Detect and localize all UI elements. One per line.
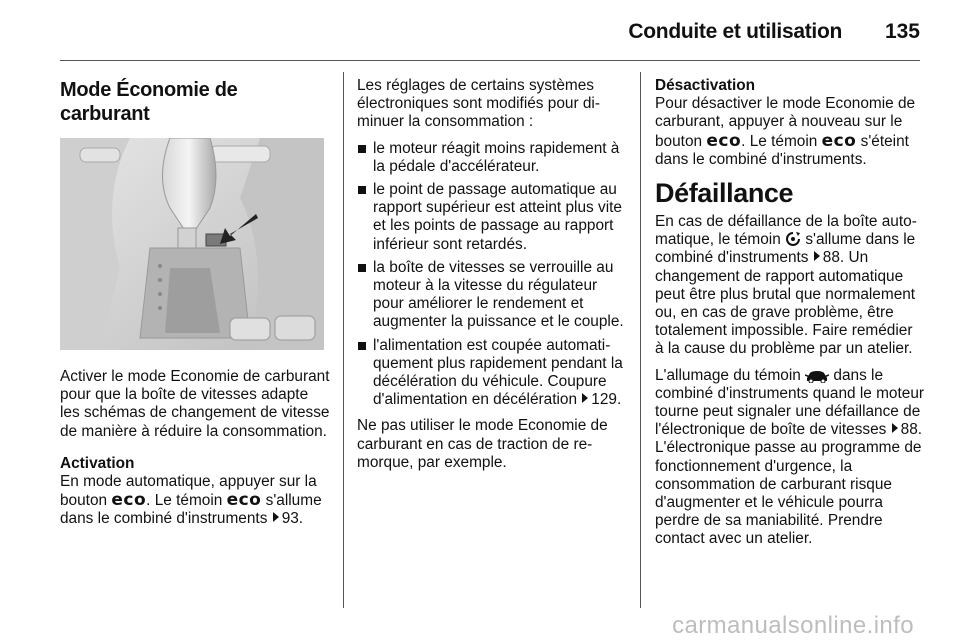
closing-paragraph: Ne pas utiliser le mode Economie de carburant en cas de traction de remorque, par exemple.	[357, 417, 608, 471]
settings-intro: Les réglages de certains systèmes électroniques sont modifiés pour diminuer la consommation :	[357, 77, 600, 131]
bullet-icon	[358, 145, 366, 153]
page-reference-icon	[273, 512, 279, 522]
car-warning-icon	[805, 369, 829, 383]
column-right	[655, 77, 925, 557]
warning-paragraph	[655, 367, 925, 549]
list-item-text: le moteur réagit moins rapidement à la pédale d'accélérateur.	[373, 139, 620, 175]
list-item	[357, 181, 627, 254]
deactivation-text-3: s'éteint dans le combiné d'instruments.	[655, 132, 909, 168]
gear-selector-illustration	[60, 138, 324, 350]
page-reference-icon	[582, 393, 588, 403]
page-reference-icon	[814, 251, 820, 261]
list-item	[357, 337, 627, 410]
warning-text-3: L'électronique passe au programme de fonctionnement d'urgence, la consommation de carburant risque d'augmenter et le véhicule pourra perdre de sa maniabilité. Prendre contact avec un atelier.	[655, 439, 922, 548]
eco-icon: eco	[226, 490, 262, 511]
list-item-text: la boîte de vitesses se verrouille au moteur à la vitesse du régulateur pour améliorer le rendement et augmenter la puissance et le couple.	[373, 258, 624, 331]
failure-text-3: Un changement de rapport automatique peut être plus brutal que normalement ou, en cas de grave problème, être totalement impossible. Faire remédier à la cause du problème par un atelier.	[655, 249, 916, 358]
column-divider-left	[343, 72, 344, 608]
header-divider	[60, 60, 920, 61]
page-reference: 88.	[822, 249, 845, 267]
column-left	[60, 74, 330, 537]
page-reference-icon	[892, 423, 898, 433]
eco-icon: eco	[111, 490, 147, 511]
failure-paragraph	[655, 213, 925, 359]
watermark: carmanualsonline.info	[672, 612, 914, 639]
eco-icon: eco	[706, 130, 742, 151]
list-item-text: l'alimentation est coupée automatiquement plus rapidement pendant la décélération du véhicule. Coupure d'alimentation en décélération	[373, 336, 623, 409]
warning-text-1: L'allumage du témoin	[655, 366, 806, 384]
deactivation-text-1: Pour désactiver le mode Economie de carburant, appuyer à nouveau sur le bouton	[655, 95, 916, 150]
failure-text-1: En cas de défaillance de la boîte automatique, le témoin	[655, 213, 917, 249]
intro-paragraph: Activer le mode Economie de carburant pour que la boîte de vitesses adapte les schémas de changement de vitesse de manière à réduire la consommation.	[60, 368, 330, 440]
gear-selector-photo	[60, 138, 324, 350]
deactivation-text-2: . Le témoin	[741, 132, 822, 150]
page-header	[0, 20, 960, 50]
deactivation-paragraph	[655, 95, 925, 169]
settings-list	[357, 140, 627, 410]
bullet-icon	[358, 186, 366, 194]
deactivation-heading: Désactivation	[655, 77, 756, 94]
list-item	[357, 140, 627, 176]
bullet-icon	[358, 342, 366, 350]
warning-text-2: dans le combiné d'instruments quand le moteur tourne peut signaler une défaillance de l'électronique de boîte de vitesses	[655, 366, 924, 439]
column-middle	[357, 77, 627, 480]
section-title: Mode Économie de carburant	[60, 79, 238, 125]
activation-text-1: En mode automatique, appuyer sur la bouton	[60, 473, 317, 510]
page-number: 135	[884, 20, 920, 43]
eco-icon: eco	[821, 130, 857, 151]
column-divider-right	[640, 72, 641, 608]
failure-heading: Défaillance	[655, 178, 794, 209]
transmission-warning-icon	[785, 231, 801, 247]
page-reference: 93.	[281, 510, 304, 528]
activation-heading: Activation	[60, 454, 135, 472]
chapter-title: Conduite et utilisation	[628, 20, 842, 43]
activation-text-2: . Le témoin	[146, 492, 227, 510]
list-item	[357, 259, 627, 332]
bullet-icon	[358, 264, 366, 272]
activation-text-3: s'allume dans le combiné d'instruments	[60, 492, 322, 528]
list-item-text: le point de passage automatique au rapport supérieur est atteint plus vite et les points de passage au rapport inférieur sont retardés.	[373, 181, 622, 253]
failure-text-2: s'allume dans le combiné d'instruments	[655, 231, 916, 267]
activation-paragraph	[60, 473, 330, 529]
page-reference: 129.	[591, 391, 622, 409]
page-reference: 88.	[900, 421, 923, 439]
